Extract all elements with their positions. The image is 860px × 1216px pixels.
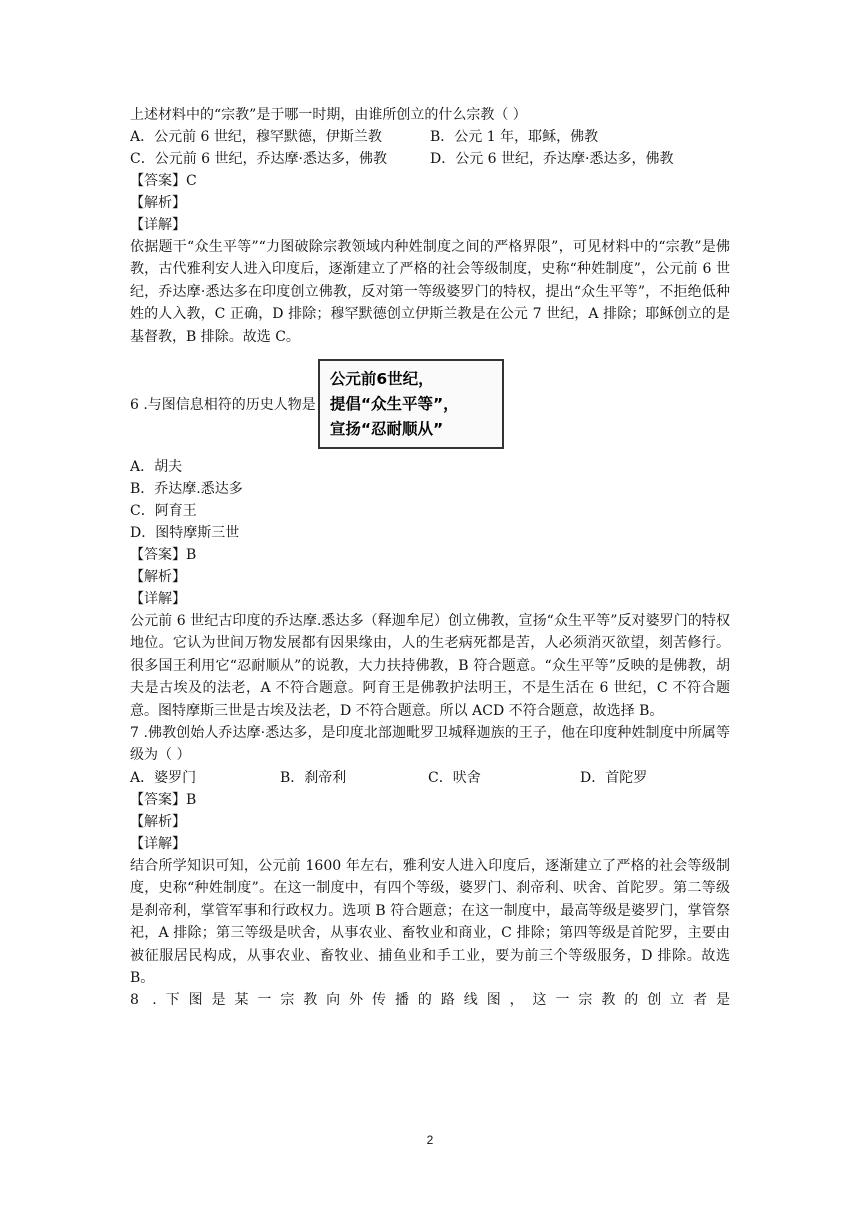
q7-option-a: A．婆罗门	[130, 769, 197, 786]
q7-answer: 【答案】B	[130, 791, 197, 808]
q6-figure-line-3: 宣扬“忍耐顺从”	[329, 420, 444, 439]
q5-explanation: 依据题干“众生平等”“力图破除宗教领域内种姓制度之间的严格界限”，可见材料中的“宗教”是佛教，古代雅利安人进入印度后，逐渐建立了严格的社会等级制度，史称“种姓制度”，公元前 6 世纪，乔达摩·悉达多在印度创立佛教，反对第一等级婆罗门的特权，提出“众生平等”，不拒绝低种姓的人入教，C 正确，D 排除；穆罕默德创立伊斯兰教是在公元 7 世纪，A 排除；耶稣创立的是基督教，B 排除。故选 C。	[130, 239, 730, 345]
q5-option-a: A．公元前 6 世纪，穆罕默德，伊斯兰教	[130, 129, 382, 145]
page-number: 2	[426, 1133, 434, 1147]
q6-option-a: A．胡夫	[130, 459, 183, 476]
q6-stem: 6 .与图信息相符的历史人物是	[130, 397, 316, 414]
q6-explanation: 公元前 6 世纪古印度的乔达摩.悉达多（释迦牟尼）创立佛教，宣扬“众生平等”反对婆罗门的特权地位。它认为世间万物发展都有因果缘由，人的生老病死都是苦，人必须消灭欲望，刻苦修行。很多国王利用它“忍耐顺从”的说教，大力扶持佛教，B 符合题意。“众生平等”反映的是佛教，胡夫是古埃及的法老，A 不符合题意。阿育王是佛教护法明王，不是生活在 6 世纪，C 不符合题意。图特摩斯三世是古埃及法老，D 不符合题意。所以 ACD 不符合题意，故选择 B。	[130, 613, 730, 719]
q7-analysis-heading: 【解析】	[130, 813, 186, 830]
q7-option-c: C．吠舍	[428, 769, 481, 786]
q5-analysis-heading: 【解析】	[130, 195, 186, 211]
q7-stem: 7 .佛教创始人乔达摩·悉达多，是印度北部迦毗罗卫城释迦族的王子，他在印度种姓制度中所属等级为（ ）	[130, 725, 730, 764]
q5-stem: 上述材料中的“宗教”是于哪一时期，由谁所创立的什么宗教（ ）	[130, 107, 527, 123]
q6-figure-line-1: 公元前6世纪，	[329, 370, 434, 389]
q8-stem: 8 .下图是某一宗教向外传播的路线图，这一宗教的创立者是	[130, 992, 730, 1009]
q5-detail-heading: 【详解】	[130, 217, 186, 233]
q7-detail-heading: 【详解】	[130, 835, 186, 852]
q6-analysis-heading: 【解析】	[130, 569, 186, 586]
q5-option-c: C．公元前 6 世纪，乔达摩·悉达多，佛教	[130, 151, 387, 167]
q6-detail-heading: 【详解】	[130, 591, 186, 608]
q7-explanation: 结合所学知识可知，公元前 1600 年左右，雅利安人进入印度后，逐渐建立了严格的社会等级制度，史称“种姓制度”。在这一制度中，有四个等级，婆罗门、刹帝利、吠舍、首陀罗。第二等级是刹帝利，掌管军事和行政权力。选项 B 符合题意；在这一制度中，最高等级是婆罗门，掌管祭祀，A 排除；第三等级是吠舍，从事农业、畜牧业和商业，C 排除；第四等级是首陀罗，主要由被征服居民构成，从事农业、畜牧业、捕鱼业和手工业，要为前三个等级服务，D 排除。故选 B。	[130, 857, 730, 986]
q7-option-d: D．首陀罗	[580, 769, 648, 786]
q5-option-b: B．公元 1 年，耶稣，佛教	[430, 129, 599, 145]
q7-option-b: B．刹帝利	[280, 769, 347, 786]
q6-option-d: D．图特摩斯三世	[130, 525, 240, 542]
document-body	[130, 104, 730, 1011]
q5-answer: 【答案】C	[130, 173, 197, 189]
q6-option-c: C．阿育王	[130, 503, 197, 520]
q6-figure-box	[318, 359, 504, 449]
q6-figure-line-2: 提倡“众生平等”，	[329, 395, 459, 414]
q6-stem-row	[130, 352, 730, 456]
q5-options-row-1	[130, 126, 730, 148]
q6-answer: 【答案】B	[130, 547, 197, 564]
q5-options-row-2	[130, 148, 730, 170]
q6-option-b: B．乔达摩.悉达多	[130, 481, 243, 498]
q5-option-d: D．公元 6 世纪，乔达摩·悉达多，佛教	[430, 151, 674, 167]
q7-options-row	[130, 767, 730, 789]
